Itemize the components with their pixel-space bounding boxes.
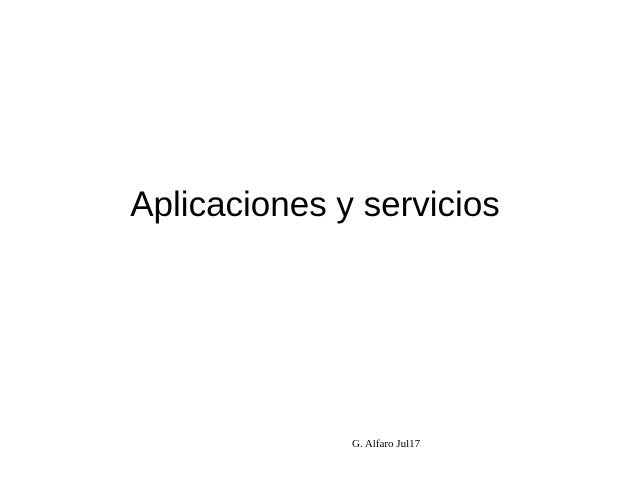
slide-title: Aplicaciones y servicios (130, 185, 500, 224)
slide-footer-author-date: G. Alfaro Jul17 (352, 438, 421, 450)
